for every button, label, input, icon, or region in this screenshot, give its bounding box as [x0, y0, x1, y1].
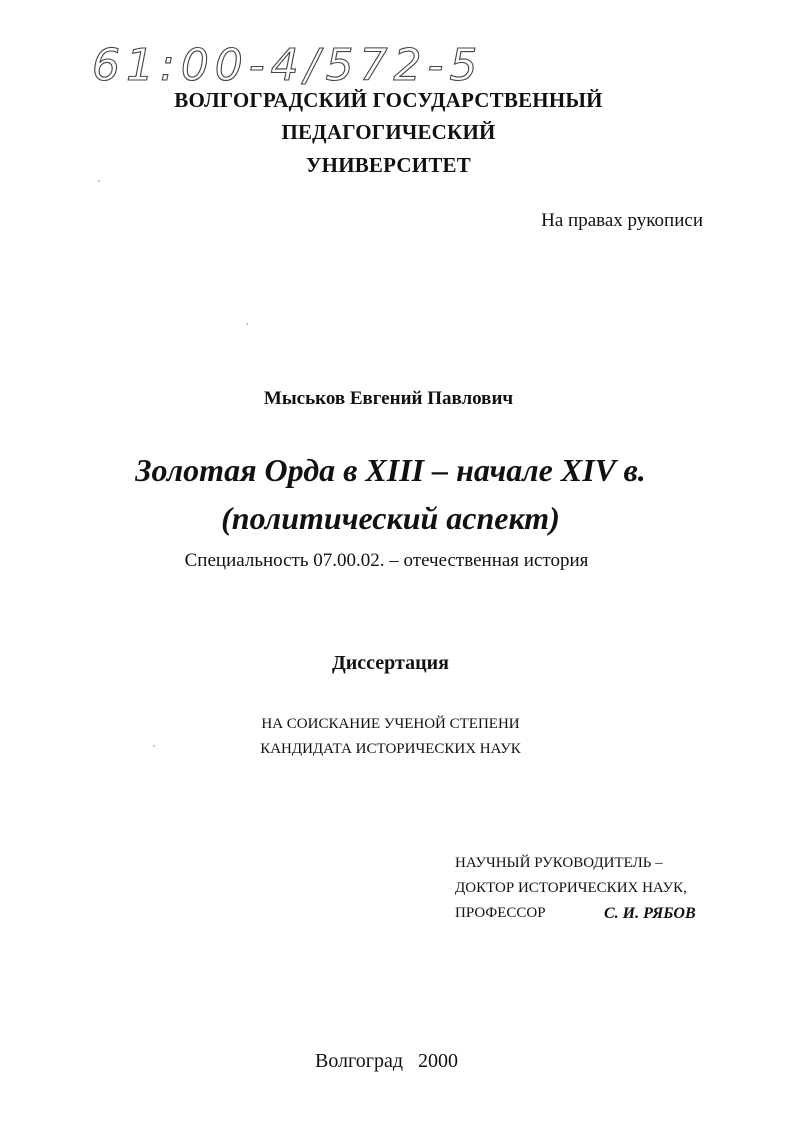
- scan-speck: [153, 745, 155, 747]
- supervisor-line2: ДОКТОР ИСТОРИЧЕСКИХ НАУК,: [455, 880, 687, 896]
- dissertation-title-line2: (политический аспект): [221, 500, 560, 536]
- scan-speck: [98, 180, 100, 182]
- supervisor-line1: НАУЧНЫЙ РУКОВОДИТЕЛЬ –: [455, 855, 663, 871]
- handwritten-note-text: 61:00-4/572-5: [92, 40, 484, 91]
- supervisor-line3: ПРОФЕССОР: [455, 905, 546, 921]
- university-name-line1: ВОЛГОГРАДСКИЙ ГОСУДАРСТВЕННЫЙ: [174, 88, 603, 112]
- degree-line2: КАНДИДАТА ИСТОРИЧЕСКИХ НАУК: [260, 741, 521, 757]
- degree-line1: НА СОИСКАНИЕ УЧЕНОЙ СТЕПЕНИ: [261, 716, 520, 732]
- university-name-line3: УНИВЕРСИТЕТ: [306, 153, 471, 177]
- dissertation-title-line1: Золотая Орда в XIII – начале XIV в.: [135, 452, 646, 488]
- manuscript-rights-note: На правах рукописи: [541, 210, 703, 231]
- document-type: Диссертация: [332, 652, 449, 674]
- scan-speck: [246, 323, 248, 325]
- specialty-line: Специальность 07.00.02. – отечественная история: [184, 550, 589, 571]
- city-year: Волгоград 2000: [314, 1050, 459, 1072]
- supervisor-name: С. И. РЯБОВ: [604, 905, 696, 922]
- author-name: Мыськов Евгений Павлович: [263, 388, 514, 409]
- university-name-line2: ПЕДАГОГИЧЕСКИЙ: [281, 120, 496, 144]
